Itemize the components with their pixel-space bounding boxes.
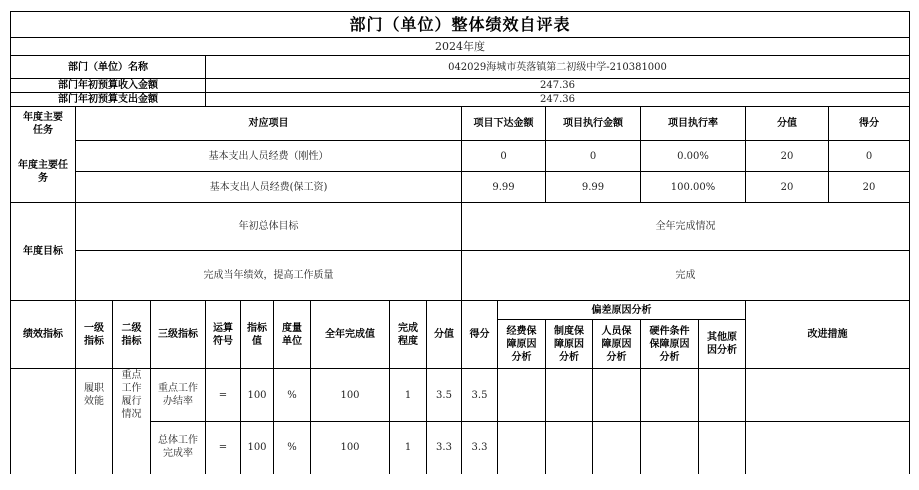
indicator-header-other: 其他原因分析 (707, 332, 737, 356)
task-row-1-item: 基本支出人员经费（刚性） (208, 150, 329, 162)
unit-name-value: 042029海城市英落镇第二初级中学-210381000 (448, 61, 667, 73)
indicator-row-1-score: 3.5 (471, 389, 488, 401)
task-row-2-score: 20 (862, 181, 876, 193)
task-header-item: 对应项目 (248, 118, 289, 129)
indicator-label: 绩效指标 (23, 329, 63, 340)
indicator-header-score-value: 分值 (434, 329, 454, 340)
task-row-2-score-value: 20 (780, 181, 794, 193)
task-header-rate: 项目执行率 (668, 118, 718, 129)
task-row-2-issued: 9.99 (492, 181, 515, 193)
indicator-header-improve: 改进措施 (807, 329, 848, 340)
indicator-row-2-degree: 1 (404, 441, 412, 453)
indicator-header-operator: 运算符号 (213, 322, 233, 347)
report-title: 部门（单位）整体绩效自评表 (349, 15, 571, 34)
task-row-2-rate: 100.00% (670, 181, 716, 193)
indicator-row-2-score-value: 3.3 (436, 441, 452, 453)
task-row-1-score-value: 20 (780, 150, 794, 162)
indicator-row-2-level3: 总体工作完成率 (158, 435, 198, 459)
indicator-row-2-annual: 100 (340, 441, 360, 453)
indicator-row-1-unit: % (287, 389, 297, 401)
indicator-header-hardware: 硬件条件保障原因分析 (649, 325, 690, 363)
indicator-header-level2: 二级指标 (121, 322, 142, 347)
indicator-row-1-index-value: 100 (247, 389, 267, 401)
indicator-header-system: 制度保障原因分析 (554, 325, 584, 363)
budget-expense-value: 247.36 (540, 94, 575, 105)
unit-name-label: 部门（单位）名称 (68, 61, 148, 73)
indicator-header-annual: 全年完成值 (325, 329, 375, 340)
task-header-label: 年度主要任务 (23, 111, 63, 136)
indicator-header-index-value: 指标值 (247, 322, 267, 347)
indicator-header-personnel: 人员保障原因分析 (601, 325, 632, 363)
indicator-header-score: 得分 (469, 329, 490, 340)
goals-target-header: 年初总体目标 (238, 221, 299, 232)
indicator-row-1-operator: = (218, 389, 228, 401)
indicator-row-1-degree: 1 (404, 389, 412, 401)
indicator-header-level1: 一级指标 (84, 322, 104, 347)
budget-expense-label: 部门年初预算支出金额 (58, 94, 158, 105)
task-row-1-score: 0 (865, 150, 873, 162)
task-row-2-executed: 9.99 (581, 181, 605, 193)
indicator-row-1-level1: 履职效能 (84, 383, 104, 407)
task-row-2-item: 基本支出人员经费(保工资) (209, 181, 328, 193)
indicator-row-2-index-value: 100 (247, 441, 267, 453)
goals-status-header: 全年完成情况 (655, 221, 716, 232)
report-year: 2024年度 (435, 40, 485, 53)
indicator-row-2-unit: % (287, 441, 297, 453)
task-row-1-issued: 0 (500, 150, 507, 162)
indicator-header-economic: 经费保障原因分析 (506, 325, 537, 363)
indicator-row-2-score: 3.3 (471, 441, 488, 453)
indicator-row-1-score-value: 3.5 (436, 389, 452, 401)
goals-label: 年度目标 (23, 246, 63, 257)
indicator-header-deviation: 偏差原因分析 (591, 304, 652, 316)
goals-target-value: 完成当年绩效，提高工作质量 (203, 270, 334, 281)
indicator-row-2-operator: = (218, 441, 228, 453)
indicator-header-level3: 三级指标 (158, 329, 198, 340)
goals-status-value: 完成 (675, 270, 696, 281)
indicator-row-1-level2: 重点工作履行情况 (121, 370, 142, 420)
task-row-1-executed: 0 (589, 150, 597, 162)
task-header-score-value: 分值 (777, 118, 797, 129)
task-header-score: 得分 (859, 118, 879, 129)
budget-income-value: 247.36 (540, 80, 575, 91)
task-header-issued: 项目下达金额 (473, 118, 534, 129)
task-row-label: 年度主要任务 (18, 159, 68, 184)
indicator-row-1-level3: 重点工作办结率 (158, 383, 198, 407)
indicator-header-degree: 完成程度 (398, 322, 418, 347)
task-header-executed: 项目执行金额 (563, 118, 623, 129)
indicator-header-unit: 度量单位 (282, 322, 302, 347)
indicator-row-1-annual: 100 (340, 389, 360, 401)
task-row-1-rate: 0.00% (677, 150, 709, 162)
budget-income-label: 部门年初预算收入金额 (58, 80, 158, 91)
